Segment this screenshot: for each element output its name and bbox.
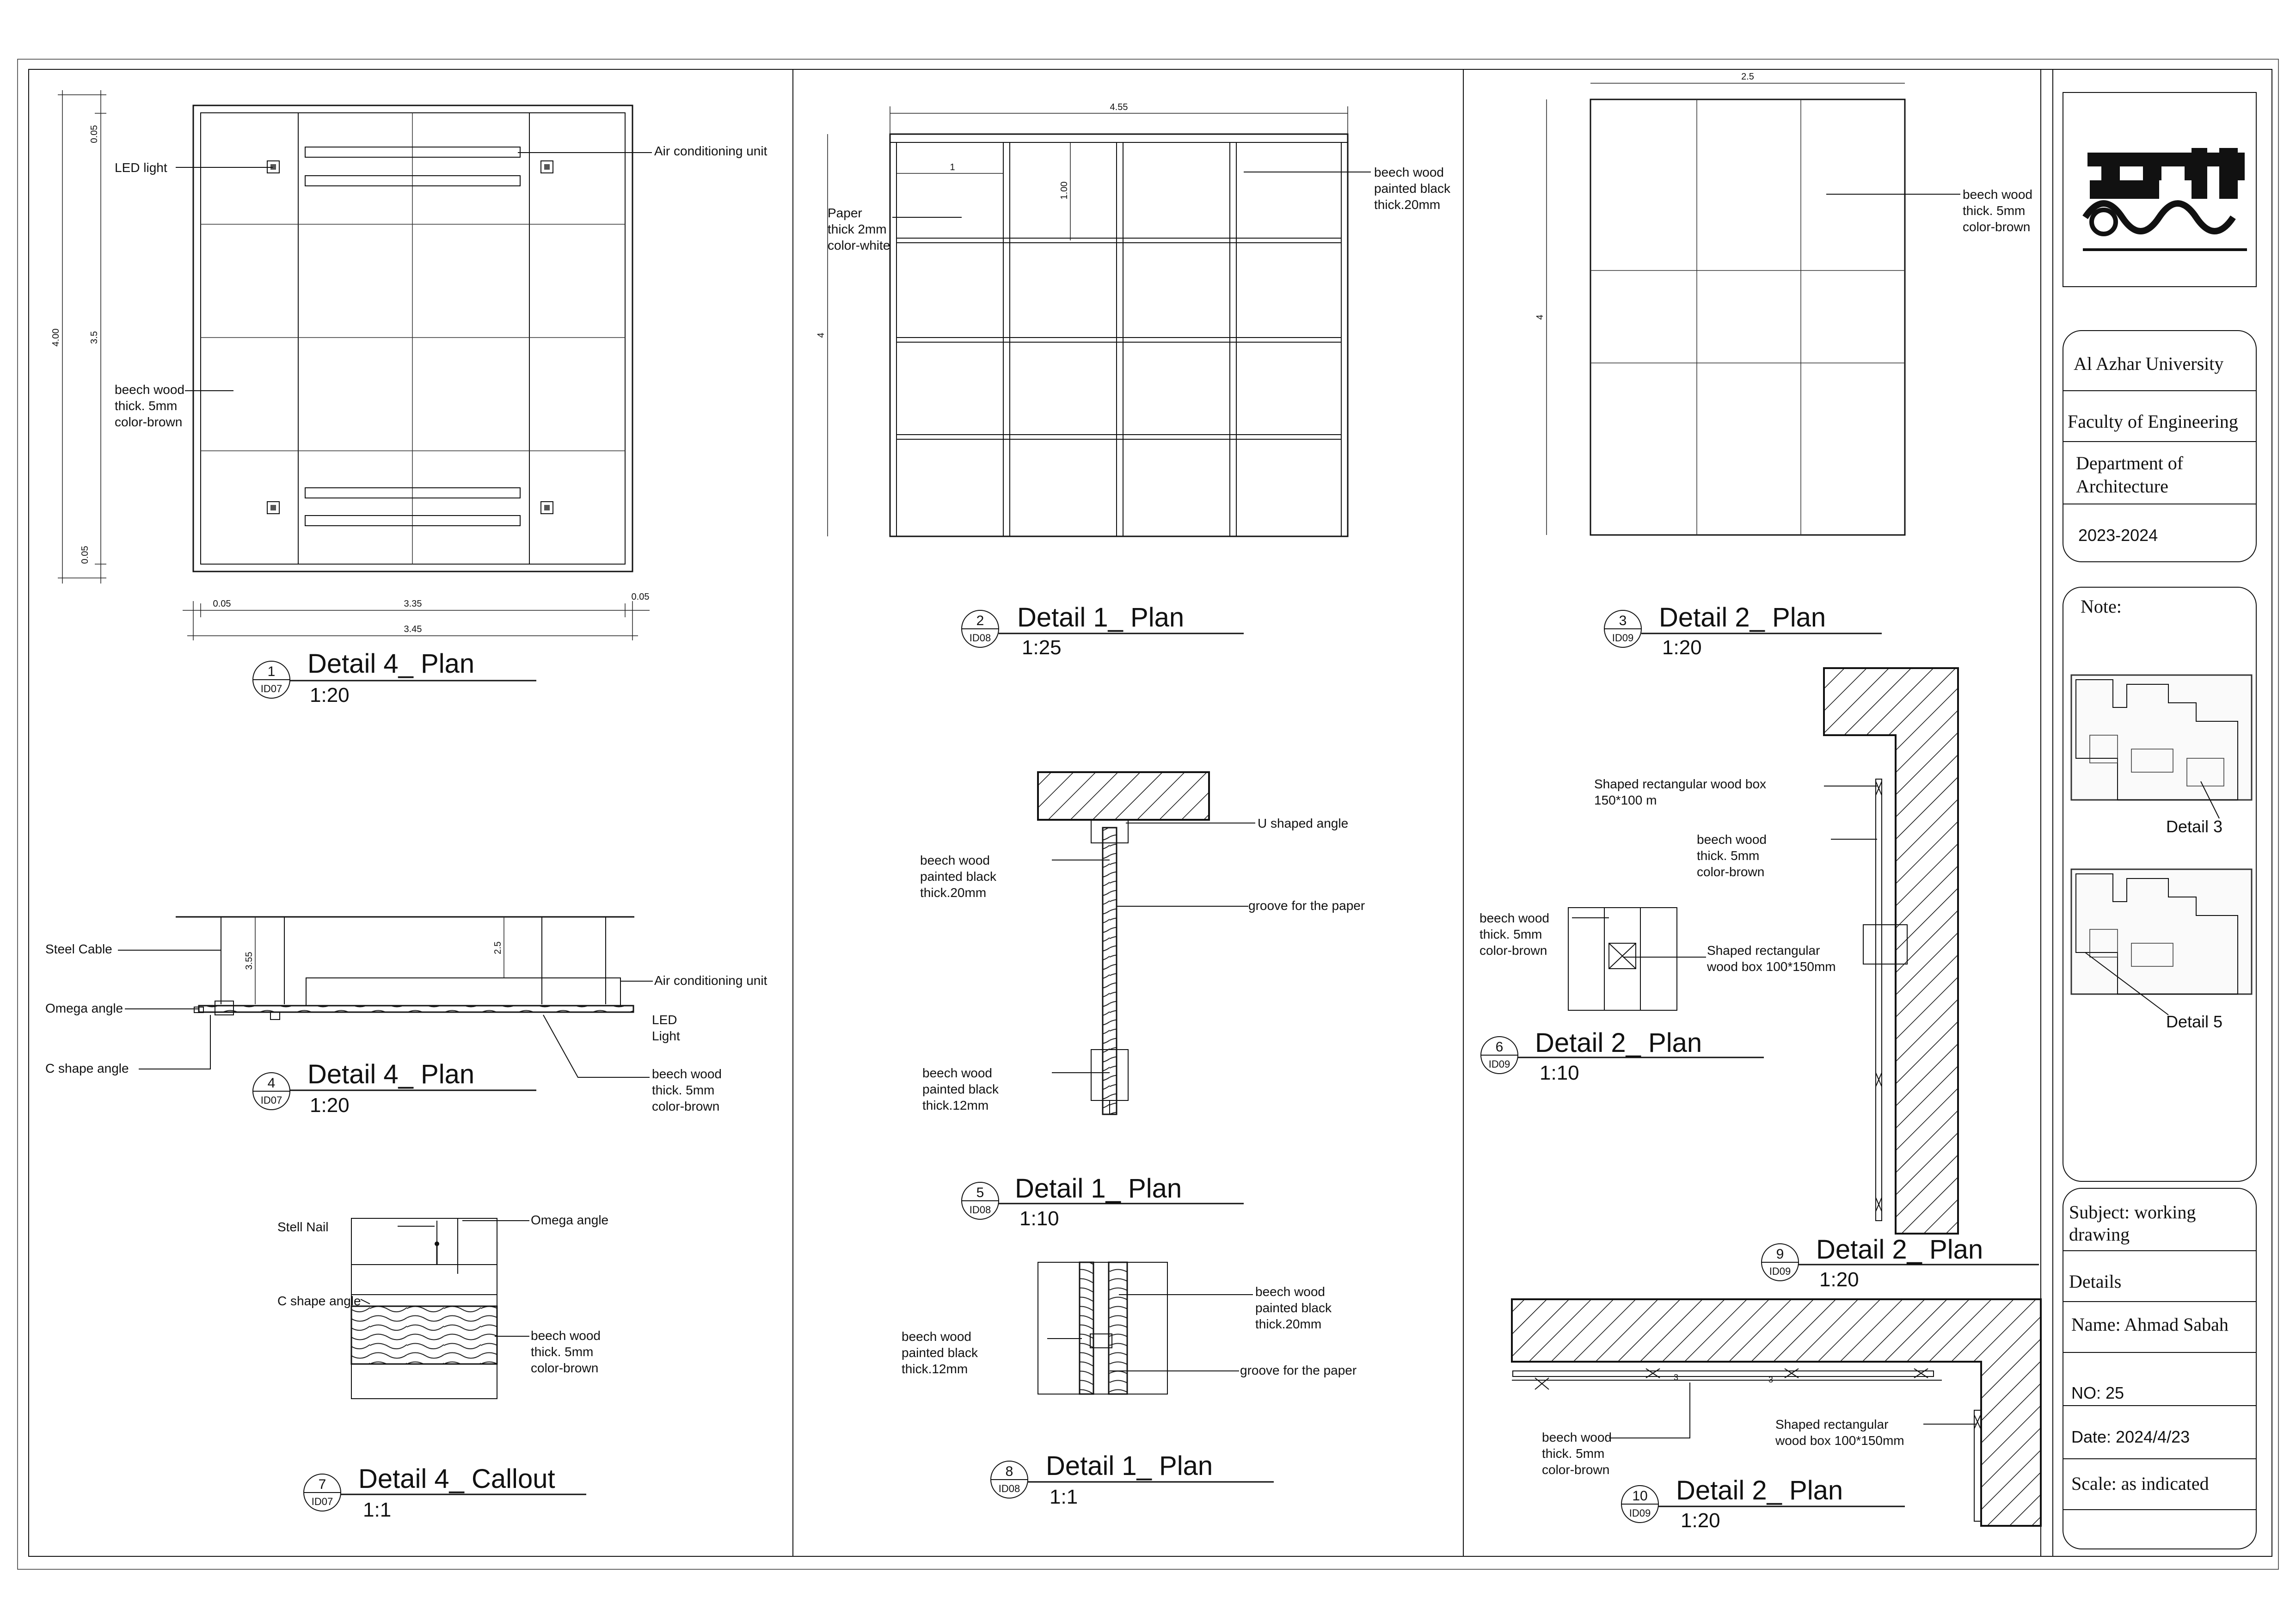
- wood-right-1: beech wood: [1255, 1284, 1326, 1299]
- view-1-drawing: [51, 90, 767, 640]
- wood-label-2: thick. 5mm: [1480, 927, 1542, 941]
- view-number: 4: [267, 1075, 276, 1091]
- view-scale: 1:20: [1681, 1509, 1720, 1532]
- view-title: Detail 1_ Plan: [1015, 1173, 1182, 1204]
- dim-overall-v: 4: [1535, 314, 1545, 320]
- view-title: Detail 4_ Plan: [307, 1059, 475, 1089]
- key-plan-1-label: Detail 3: [2166, 817, 2223, 836]
- title-block: [2053, 69, 2272, 1556]
- c-shape-label: C shape angle: [45, 1061, 129, 1075]
- view-number: 3: [1619, 613, 1627, 628]
- sheet-scale: Scale: as indicated: [2071, 1473, 2209, 1494]
- view-title-1: [253, 649, 536, 707]
- dim-right: 0.05: [631, 592, 650, 602]
- wood-label-3: color-brown: [1963, 220, 2031, 234]
- wood-label-2: thick. 5mm: [652, 1083, 715, 1097]
- view-number: 8: [1005, 1464, 1013, 1479]
- view-title-7: [304, 1464, 586, 1521]
- sheet-number: NO: 25: [2071, 1383, 2124, 1402]
- dim-b: 2.5: [493, 941, 503, 954]
- view-scale: 1:1: [363, 1499, 392, 1521]
- wood-label-3: color-brown: [1542, 1462, 1610, 1477]
- wood-right-3: thick.20mm: [1255, 1317, 1322, 1331]
- wood-label-2: thick. 5mm: [1542, 1446, 1605, 1461]
- box-label-2: wood box 100*150mm: [1707, 959, 1836, 974]
- led-label-1: LED: [652, 1013, 677, 1027]
- paper-label-2: thick 2mm: [828, 222, 887, 236]
- dim-mid: 3.5: [89, 331, 99, 344]
- academic-year: 2023-2024: [2078, 526, 2158, 545]
- wood-label-1: beech wood: [1963, 187, 2033, 202]
- c-shape-label: C shape angle: [277, 1294, 361, 1308]
- key-plan-2-label: Detail 5: [2166, 1012, 2223, 1031]
- wood-right-2: painted black: [1255, 1301, 1332, 1315]
- department-line1: Department of: [2076, 453, 2184, 473]
- view-number: 2: [976, 613, 984, 628]
- note-label: Note:: [2081, 596, 2122, 617]
- view-ref: ID09: [1488, 1058, 1510, 1070]
- view-ref: ID08: [969, 1204, 991, 1216]
- department-line2: Architecture: [2076, 476, 2168, 497]
- wood-label-1: beech wood: [115, 382, 185, 397]
- dim-overall-v: 4: [816, 332, 826, 338]
- view-ref: ID07: [311, 1496, 333, 1507]
- view-title: Detail 2_ Plan: [1676, 1475, 1843, 1505]
- wood-label-3: color-brown: [1480, 943, 1547, 958]
- view-title-4: [253, 1059, 536, 1117]
- omega-angle-label: Omega angle: [45, 1001, 123, 1015]
- dim-module-h: 1.00: [1059, 181, 1069, 200]
- view-title: Detail 1_ Plan: [1017, 602, 1185, 633]
- view-scale: 1:20: [310, 1094, 350, 1117]
- ac-unit-label: Air conditioning unit: [654, 144, 767, 158]
- view-7-drawing: [277, 1213, 608, 1399]
- view-ref: ID09: [1612, 632, 1634, 644]
- view-title-8: [991, 1451, 1274, 1508]
- view-number: 6: [1495, 1039, 1504, 1055]
- wood-left-2: painted black: [902, 1346, 978, 1360]
- wood-label-2: thick. 5mm: [115, 399, 178, 413]
- view-number: 10: [1632, 1488, 1648, 1504]
- dim-a: 3: [1673, 1373, 1679, 1382]
- view-number: 7: [318, 1477, 326, 1492]
- view-5-drawing: [920, 772, 1365, 1114]
- issue-date: Date: 2024/4/23: [2071, 1427, 2190, 1446]
- view-ref: ID08: [998, 1483, 1020, 1494]
- paper-label-3: color-white: [828, 238, 890, 252]
- dim-a: 3.55: [244, 952, 254, 970]
- view-6-drawing: [1480, 908, 1836, 1010]
- dim-left: 0.05: [213, 599, 231, 609]
- view-title: Detail 4_ Plan: [307, 649, 475, 679]
- view-title: Detail 2_ Plan: [1659, 602, 1826, 633]
- wood-label-3: color-brown: [652, 1099, 720, 1113]
- view-scale: 1:10: [1019, 1207, 1059, 1230]
- view-title-2: [962, 602, 1244, 659]
- wood-label-2: thick. 5mm: [1697, 848, 1760, 863]
- steel-nail-label: Stell Nail: [277, 1220, 329, 1234]
- wood-label-2: thick. 5mm: [531, 1345, 594, 1359]
- box-label-2: wood box 100*150mm: [1775, 1433, 1904, 1448]
- dim-module-w: 1: [950, 162, 955, 172]
- led-light-label: LED light: [115, 160, 167, 175]
- wood-bottom-3: thick.12mm: [922, 1098, 989, 1112]
- wood-top-3: thick.20mm: [920, 885, 987, 900]
- view-title: Detail 2_ Plan: [1535, 1028, 1702, 1058]
- led-label-2: Light: [652, 1029, 680, 1043]
- view-ref: ID09: [1769, 1266, 1791, 1277]
- view-scale: 1:20: [1662, 636, 1702, 659]
- view-ref: ID07: [260, 683, 282, 694]
- wood-label-3: color-brown: [115, 415, 183, 429]
- wood-label-1: beech wood: [1697, 832, 1767, 847]
- details-label: Details: [2069, 1271, 2122, 1292]
- wood-label-1: beech wood: [1542, 1430, 1612, 1444]
- dim-bottom: 0.05: [80, 546, 90, 564]
- dim-overall-v: 4.00: [51, 328, 61, 347]
- wood-label-1: beech wood: [652, 1067, 722, 1081]
- wood-top-2: painted black: [920, 869, 997, 884]
- view-scale: 1:1: [1050, 1486, 1078, 1508]
- wood-label-2: painted black: [1374, 181, 1451, 196]
- box-marks: [1535, 1369, 1981, 1429]
- view-title: Detail 1_ Plan: [1046, 1451, 1213, 1481]
- wood-label-3: color-brown: [1697, 865, 1765, 879]
- u-angle-label: U shaped angle: [1258, 816, 1349, 830]
- view-8-drawing: [902, 1262, 1357, 1394]
- box-label-1: Shaped rectangular wood box: [1594, 777, 1767, 791]
- view-ref: ID09: [1629, 1507, 1651, 1519]
- subject-line1: Subject: working: [2069, 1202, 2196, 1223]
- box-marks: [1876, 781, 1882, 1211]
- dim-overall-h: 4.55: [1110, 102, 1128, 112]
- view-number: 9: [1776, 1247, 1784, 1262]
- view-3-drawing: [1535, 72, 2032, 535]
- steel-cable-label: Steel Cable: [45, 942, 112, 956]
- dim-overall-h: 3.45: [404, 624, 422, 634]
- ac-unit-label: Air conditioning unit: [654, 973, 767, 988]
- wood-bottom-1: beech wood: [922, 1066, 993, 1080]
- view-title-10: [1621, 1475, 1905, 1532]
- view-scale: 1:25: [1022, 636, 1062, 659]
- faculty-name: Faculty of Engineering: [2068, 411, 2238, 432]
- view-ref: ID07: [260, 1094, 282, 1106]
- groove-label: groove for the paper: [1240, 1363, 1357, 1377]
- view-scale: 1:20: [1819, 1268, 1859, 1291]
- box-label-2: 150*100 m: [1594, 793, 1657, 807]
- wood-left-1: beech wood: [902, 1329, 972, 1344]
- view-number: 5: [976, 1185, 984, 1200]
- view-scale: 1:20: [310, 684, 350, 707]
- mullions: [890, 142, 1348, 536]
- wood-top-1: beech wood: [920, 853, 990, 867]
- view-2-drawing: [816, 102, 1451, 536]
- key-plan-1: [2071, 675, 2252, 836]
- wood-label-3: color-brown: [531, 1361, 599, 1375]
- subject-line2: drawing: [2069, 1224, 2130, 1245]
- wood-left-3: thick.12mm: [902, 1362, 968, 1376]
- key-plan-2: [2071, 869, 2252, 1031]
- view-title-9: [1762, 1235, 2039, 1291]
- dim-top: 0.05: [89, 125, 99, 143]
- box-label-1: Shaped rectangular: [1775, 1417, 1889, 1432]
- view-title: Detail 2_ Plan: [1816, 1235, 1983, 1265]
- student-name: Name: Ahmad Sabah: [2071, 1314, 2228, 1335]
- dim-center: 3.35: [404, 599, 422, 609]
- wood-label-2: thick. 5mm: [1963, 203, 2026, 218]
- dim-b: 3: [1768, 1375, 1774, 1384]
- view-number: 1: [267, 664, 276, 679]
- university-name: Al Azhar University: [2074, 353, 2224, 374]
- view-title-5: [962, 1173, 1244, 1230]
- view-scale: 1:10: [1540, 1062, 1579, 1084]
- university-logo: [2063, 92, 2256, 287]
- wood-label-1: beech wood: [1480, 911, 1550, 925]
- box-label-1: Shaped rectangular: [1707, 943, 1820, 958]
- groove-label: groove for the paper: [1248, 898, 1365, 913]
- view-title: Detail 4_ Callout: [358, 1464, 555, 1494]
- view-ref: ID08: [969, 632, 991, 644]
- wood-label-1: beech wood: [1374, 165, 1444, 179]
- dim-overall-h: 2.5: [1741, 72, 1754, 82]
- omega-angle-label: Omega angle: [531, 1213, 609, 1227]
- view-title-6: [1481, 1028, 1764, 1084]
- view-title-3: [1604, 602, 1882, 659]
- wood-bottom-2: painted black: [922, 1082, 999, 1096]
- wood-label-1: beech wood: [531, 1328, 601, 1343]
- wood-label-3: thick.20mm: [1374, 197, 1441, 212]
- paper-label-1: Paper: [828, 206, 862, 220]
